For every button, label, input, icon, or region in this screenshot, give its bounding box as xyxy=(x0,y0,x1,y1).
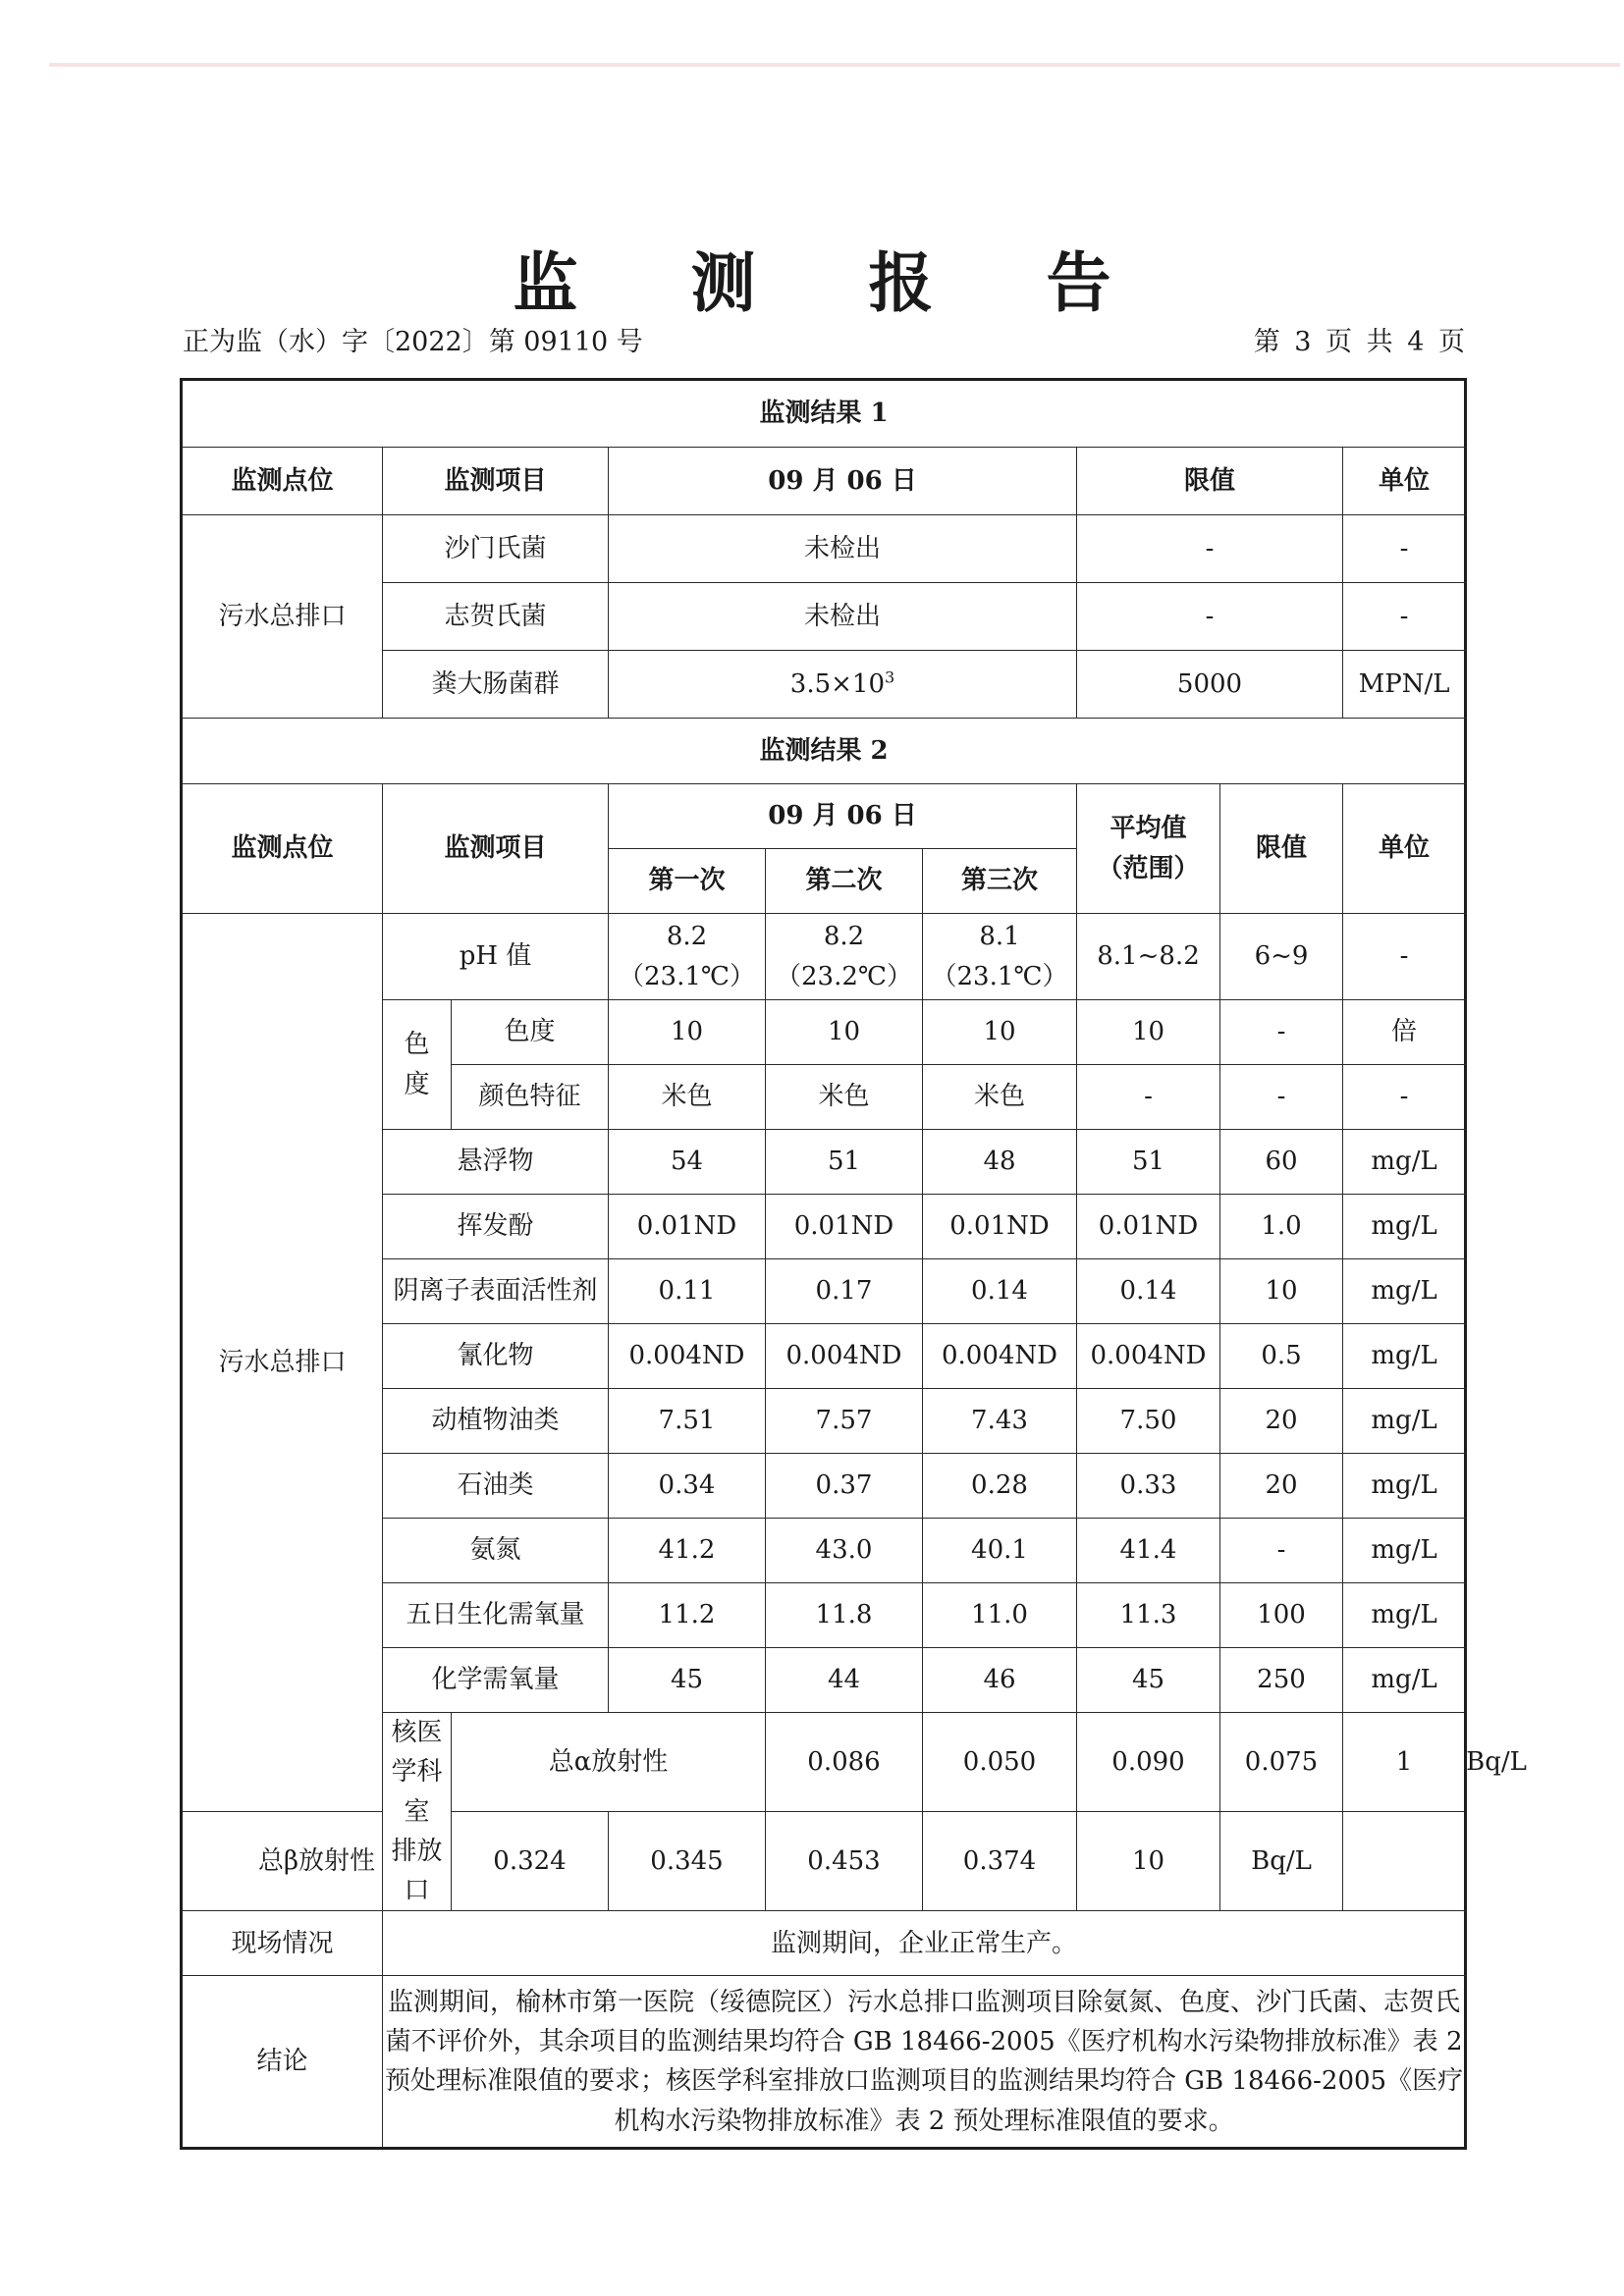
run2-cell: 0.17 xyxy=(766,1259,923,1324)
color-group-label xyxy=(383,1000,452,1130)
run3-cell: 0.090 xyxy=(1077,1713,1220,1812)
item-cell: 志贺氏菌 xyxy=(383,583,609,651)
run2-cell: 7.57 xyxy=(766,1389,923,1454)
run3-cell: 0.004ND xyxy=(923,1324,1077,1389)
color-group-char1: 色 xyxy=(404,1030,430,1060)
result1-caption-row xyxy=(182,380,1466,448)
item-cell: 色度 xyxy=(452,1000,609,1065)
run1-cell: 0.34 xyxy=(609,1454,766,1519)
limit-cell: 1 xyxy=(1343,1713,1466,1812)
top-edge-line xyxy=(49,63,1620,67)
unit-cell: MPN/L xyxy=(1343,651,1466,719)
average-cell: 8.1~8.2 xyxy=(1077,914,1220,1000)
header-limit: 限值 xyxy=(1077,448,1343,515)
result2-caption-row xyxy=(182,719,1466,784)
table-row xyxy=(182,914,1466,1000)
table-row xyxy=(182,1812,1466,1911)
conclusion-label: 结论 xyxy=(182,1976,383,2149)
table-row xyxy=(182,515,1466,583)
run3-cell: 11.0 xyxy=(923,1583,1077,1648)
page-info: 第 3 页 共 4 页 xyxy=(1253,327,1465,357)
value-base: 3.5×10 xyxy=(789,668,886,699)
average-cell: 0.374 xyxy=(923,1812,1077,1911)
header-item: 监测项目 xyxy=(383,784,609,914)
header-average-label: 平均值 xyxy=(1110,814,1187,844)
run3-cell: 48 xyxy=(923,1130,1077,1195)
run2-value: 8.2 xyxy=(823,922,865,952)
run2-cell: 51 xyxy=(766,1130,923,1195)
item-cell: 五日生化需氧量 xyxy=(383,1583,609,1648)
average-cell: 45 xyxy=(1077,1648,1220,1713)
item-cell: 石油类 xyxy=(383,1454,609,1519)
report-table xyxy=(180,378,1527,2150)
run3-cell: 0.14 xyxy=(923,1259,1077,1324)
conclusion-row xyxy=(182,1976,1466,2149)
average-cell: 7.50 xyxy=(1077,1389,1220,1454)
item-cell: 粪大肠菌群 xyxy=(383,651,609,719)
limit-cell: 1.0 xyxy=(1220,1195,1343,1259)
header-average xyxy=(1077,784,1220,914)
limit-cell: 0.5 xyxy=(1220,1324,1343,1389)
document-number: 正为监（水）字〔2022〕第 09110 号 xyxy=(183,327,643,357)
unit-cell: mg/L xyxy=(1343,1519,1466,1583)
run1-cell: 41.2 xyxy=(609,1519,766,1583)
run3-cell: 0.28 xyxy=(923,1454,1077,1519)
limit-cell: 20 xyxy=(1220,1454,1343,1519)
limit-cell: - xyxy=(1220,1065,1343,1130)
average-cell: 0.33 xyxy=(1077,1454,1220,1519)
color-group-char2: 度 xyxy=(404,1069,430,1099)
header-run2: 第二次 xyxy=(766,849,923,914)
unit-cell: - xyxy=(1343,515,1466,583)
result2-header-row xyxy=(182,784,1466,849)
run1-cell: 45 xyxy=(609,1648,766,1713)
run1-cell: 0.004ND xyxy=(609,1324,766,1389)
run1-cell: 10 xyxy=(609,1000,766,1065)
limit-cell: - xyxy=(1220,1000,1343,1065)
run1-cell: 米色 xyxy=(609,1065,766,1130)
average-cell: 41.4 xyxy=(1077,1519,1220,1583)
limit-cell: 5000 xyxy=(1077,651,1343,719)
average-cell: 51 xyxy=(1077,1130,1220,1195)
unit-cell: - xyxy=(1343,1065,1466,1130)
unit-cell: mg/L xyxy=(1343,1583,1466,1648)
report-title: 监 测 报 告 xyxy=(513,244,1157,321)
average-cell: 0.075 xyxy=(1220,1713,1343,1812)
limit-cell: 10 xyxy=(1077,1812,1220,1911)
unit-cell: mg/L xyxy=(1343,1324,1466,1389)
item-cell: 总α放射性 xyxy=(452,1713,766,1812)
run2-cell xyxy=(766,914,923,1000)
site-text: 监测期间，企业正常生产。 xyxy=(383,1911,1466,1976)
site-row xyxy=(182,1911,1466,1976)
run1-cell xyxy=(609,914,766,1000)
run2-cell: 44 xyxy=(766,1648,923,1713)
run2-temp: （23.2℃） xyxy=(776,961,912,991)
header-point: 监测点位 xyxy=(182,784,383,914)
run3-temp: （23.1℃） xyxy=(931,961,1068,991)
run1-cell: 0.11 xyxy=(609,1259,766,1324)
item-cell: 阴离子表面活性剂 xyxy=(383,1259,609,1324)
run3-cell: 0.453 xyxy=(766,1812,923,1911)
run1-cell: 11.2 xyxy=(609,1583,766,1648)
unit-cell: - xyxy=(1343,583,1466,651)
item-cell: 悬浮物 xyxy=(383,1130,609,1195)
run2-cell: 0.01ND xyxy=(766,1195,923,1259)
run2-cell: 43.0 xyxy=(766,1519,923,1583)
point-nuclear-line2: 排放口 xyxy=(391,1836,443,1906)
average-cell: 0.14 xyxy=(1077,1259,1220,1324)
unit-cell: mg/L xyxy=(1343,1130,1466,1195)
unit-cell: 倍 xyxy=(1343,1000,1466,1065)
item-cell: 颜色特征 xyxy=(452,1065,609,1130)
limit-cell: 100 xyxy=(1220,1583,1343,1648)
limit-cell: - xyxy=(1077,583,1343,651)
unit-cell: mg/L xyxy=(1343,1259,1466,1324)
header-run1: 第一次 xyxy=(609,849,766,914)
run2-cell: 11.8 xyxy=(766,1583,923,1648)
result1-caption: 监测结果 1 xyxy=(182,380,1466,448)
average-cell: 11.3 xyxy=(1077,1583,1220,1648)
header-item: 监测项目 xyxy=(383,448,609,515)
limit-cell: 20 xyxy=(1220,1389,1343,1454)
value-cell: 未检出 xyxy=(609,515,1077,583)
limit-cell: 250 xyxy=(1220,1648,1343,1713)
average-cell: - xyxy=(1077,1065,1220,1130)
run2-cell: 米色 xyxy=(766,1065,923,1130)
average-cell: 0.004ND xyxy=(1077,1324,1220,1389)
run3-cell: 米色 xyxy=(923,1065,1077,1130)
run3-cell: 7.43 xyxy=(923,1389,1077,1454)
unit-cell: - xyxy=(1343,914,1466,1000)
run1-cell: 0.324 xyxy=(452,1812,609,1911)
average-cell: 10 xyxy=(1077,1000,1220,1065)
header-date: 09 月 06 日 xyxy=(609,784,1077,849)
result1-header-row xyxy=(182,448,1466,515)
item-cell: 总β放射性 xyxy=(182,1812,452,1911)
item-cell: 氨氮 xyxy=(383,1519,609,1583)
run2-cell: 0.004ND xyxy=(766,1324,923,1389)
run1-cell: 7.51 xyxy=(609,1389,766,1454)
item-cell: 化学需氧量 xyxy=(383,1648,609,1713)
header-limit: 限值 xyxy=(1220,784,1343,914)
header-unit: 单位 xyxy=(1343,448,1466,515)
limit-cell: 6~9 xyxy=(1220,914,1343,1000)
run2-cell: 0.050 xyxy=(923,1713,1077,1812)
point-cell: 污水总排口 xyxy=(182,515,383,719)
value-cell: 未检出 xyxy=(609,583,1077,651)
unit-cell: mg/L xyxy=(1343,1389,1466,1454)
run2-cell: 0.37 xyxy=(766,1454,923,1519)
header-date: 09 月 06 日 xyxy=(609,448,1077,515)
limit-cell: - xyxy=(1220,1519,1343,1583)
run1-cell: 0.01ND xyxy=(609,1195,766,1259)
run1-cell: 0.086 xyxy=(766,1713,923,1812)
site-label: 现场情况 xyxy=(182,1911,383,1976)
limit-cell: 10 xyxy=(1220,1259,1343,1324)
header-point: 监测点位 xyxy=(182,448,383,515)
point-cell: 污水总排口 xyxy=(182,914,383,1812)
unit-cell: mg/L xyxy=(1343,1195,1466,1259)
table-row: 核医学科室 排放口 总α放射性 0.086 0.050 0.090 0.075 1 Bq/L xyxy=(182,1713,1466,1812)
run3-cell xyxy=(923,914,1077,1000)
run3-cell: 46 xyxy=(923,1648,1077,1713)
unit-cell: mg/L xyxy=(1343,1648,1466,1713)
average-cell: 0.01ND xyxy=(1077,1195,1220,1259)
conclusion-text: 监测期间，榆林市第一医院（绥德院区）污水总排口监测项目除氨氮、色度、沙门氏菌、志贺氏菌不评价外，其余项目的监测结果均符合 GB 18466-2005《医疗机构水污染物排放标准》表 2 预处理标准限值的要求；核医学科室排放口监测项目的监测结果均符合 GB 18466-2005《医疗机构水污染物排放标准》表 2 预处理标准限值的要求。 xyxy=(383,1976,1466,2149)
item-cell: 沙门氏菌 xyxy=(383,515,609,583)
header-unit: 单位 xyxy=(1343,784,1466,914)
limit-cell: - xyxy=(1077,515,1343,583)
unit-cell: mg/L xyxy=(1343,1454,1466,1519)
run1-value: 8.2 xyxy=(666,922,708,952)
run1-temp: （23.1℃） xyxy=(619,961,755,991)
run3-value: 8.1 xyxy=(979,922,1020,952)
item-cell: 氰化物 xyxy=(383,1324,609,1389)
point-nuclear-line1: 核医学科室 xyxy=(391,1718,443,1827)
unit-cell: Bq/L xyxy=(1220,1812,1343,1911)
run2-cell: 0.345 xyxy=(609,1812,766,1911)
run3-cell: 0.01ND xyxy=(923,1195,1077,1259)
run2-cell: 10 xyxy=(766,1000,923,1065)
item-cell: pH 值 xyxy=(383,914,609,1000)
run3-cell: 10 xyxy=(923,1000,1077,1065)
header-run3: 第三次 xyxy=(923,849,1077,914)
result2-caption: 监测结果 2 xyxy=(182,719,1466,784)
run1-cell: 54 xyxy=(609,1130,766,1195)
value-cell xyxy=(609,651,1077,719)
value-exponent: 3 xyxy=(885,667,895,687)
header-range-label: （范围） xyxy=(1097,853,1200,883)
run3-cell: 40.1 xyxy=(923,1519,1077,1583)
item-cell: 挥发酚 xyxy=(383,1195,609,1259)
limit-cell: 60 xyxy=(1220,1130,1343,1195)
item-cell: 动植物油类 xyxy=(383,1389,609,1454)
